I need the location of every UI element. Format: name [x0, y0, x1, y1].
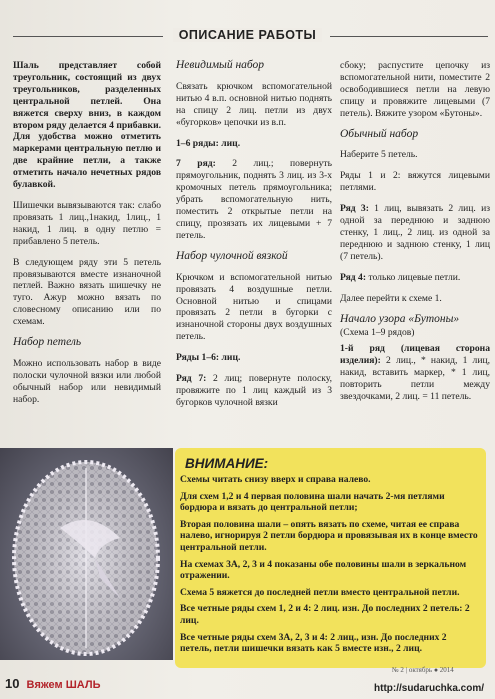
column-2	[176, 60, 332, 418]
row-7-paragraph: 7 ряд: 2 лиц.; повернуть прямоугольник, поднять 3 лиц. из 3-х кромочных петель прямоугольника; убрать вспомогательную нить, поместить 2 открытые петли на спицу, прозязать их лицевыми + 7 петель.	[176, 158, 332, 241]
row-4-paragraph: Ряд 4: только лицевые петли.	[340, 271, 461, 283]
bobble-paragraph: Шишечки вывязываются так: слабо провязать 1 лиц.,1накид, 1лиц., 1 накид, 1 лиц. в одну петлю = прибавлено 5 петель.	[13, 199, 161, 247]
magazine-name: Вяжем ШАЛЬ	[26, 679, 101, 691]
continuation-paragraph: сбоку; распустите цепочку из вспомогательной нити, поместите 2 освободившиеся петли на левую спицу и провяжите лицевыми (7 петель). Вяжите узором «Бутоны».	[340, 60, 490, 119]
attention-item: Схема 5 вяжется до последней петли вместо центральной петли.	[180, 586, 460, 598]
attention-item: Схемы читать снизу вверх и справа налево.	[180, 474, 371, 485]
attention-item: Вторая половина шали – опять вязать по схеме, читая ее справа налево, игнорируя 2 петли бордюра и провязывая их в конце вместо центральной петли.	[180, 518, 478, 553]
shawl-illustration	[0, 448, 173, 660]
cast-on-paragraph: Можно использовать набор в виде полоски чулочной вязки или любой обычный набор или невидимый набор.	[13, 357, 161, 405]
go-to-scheme-text: Далее перейти к схеме 1.	[340, 292, 442, 304]
attention-item: На схемах 3А, 2, 3 и 4 показаны обе половины шали в зеркальном отражении.	[180, 558, 467, 582]
buds-pattern-heading: Начало узора «Бутоны»	[340, 312, 460, 325]
bobble-next-row-paragraph: В следующем ряду эти 5 петель провязываются вместе изнаночной петлей. Важно вязать шишечку не туго. Ажур можно вязать по словесному описанию или по схемам.	[13, 256, 161, 328]
scheme-rows-text: (Схема 1–9 рядов)	[340, 327, 415, 339]
attention-item: Для схем 1,2 и 4 первая половина шали начать 2-мя петлями бордюра и вязать до центральной петли;	[180, 490, 445, 514]
attention-list	[180, 474, 480, 660]
source-url: http://sudaruchka.com/	[374, 683, 485, 694]
intro-paragraph: Шаль представляет собой треугольник, состоящий из двух треугольников, разделенных центральной петлей. Она вяжется сверху вниз, в каждом втором ряду делается 4 прибавки. Для удобства можно отметить маркерами центральную петлю и две крайние петли, а также отметить начало нечетных рядов булавкой.	[13, 60, 161, 191]
attention-item: Все четные ряды схем 3А, 2, 3 и 4: 2 лиц., изн. До последних 2 петель, петли шишечки вязать как 5 вместе изн., 2 лиц.	[180, 631, 447, 655]
stockinette-cast-on-paragraph: Крючком и вспомогательной нитью провязать 4 воздушные петли. Основной нитью и спицами провязать 2 петли в бугорки с изнаночной стороны двух воздушных петель.	[176, 271, 332, 343]
invisible-cast-on-heading: Невидимый набор	[176, 59, 265, 71]
stockinette-cast-on-heading: Набор чулочной вязкой	[176, 249, 288, 262]
row-7-stockinette-paragraph: Ряд 7: 2 лиц; повернуте полоску, провяжите по 1 лиц каждый из 3 бугорков чулочной вязки	[176, 373, 333, 408]
issue-label: № 2 | октябрь ● 2014	[392, 666, 454, 674]
attention-item: Все четные ряды схем 1, 2 и 4: 2 лиц. изн. До последних 2 петель: 2 лиц.	[180, 603, 470, 626]
cast-on-5-text: Наберите 5 петель.	[340, 149, 418, 161]
row-3-paragraph: Ряд 3: 1 лиц, вывязать 2 лиц. из одной за переднюю и заднюю стенку, 1 лиц., 2 лиц. из одной за переднюю и заднюю стенку, 1 лиц (7 петель).	[340, 203, 490, 262]
column-3	[340, 60, 490, 412]
attention-title: ВНИМАНИЕ:	[185, 456, 269, 471]
first-row-paragraph: 1-й ряд (лицевая сторона изделия): 2 лиц., * накид, 1 лиц, накид, вставить маркер, * 1 лиц, повторить петли между звездочками, 2 лиц. = 11 петель.	[340, 343, 490, 402]
rows-1-6-text: 1–6 ряды: лиц.	[176, 137, 241, 149]
cast-on-heading: Набор петель	[13, 336, 82, 349]
shawl-photo	[0, 448, 173, 660]
column-1	[13, 60, 161, 415]
page-number: 10	[5, 676, 20, 691]
regular-cast-on-heading: Обычный набор	[340, 127, 419, 140]
section-title: ОПИСАНИЕ РАБОТЫ	[0, 28, 495, 42]
invisible-cast-on-paragraph: Связать крючком вспомогательной нитью 4 в.п. основной нитью поднять на спицу 2 лиц. петли из двух «бугорков» цепочки из в.п.	[176, 80, 332, 128]
page-footer	[5, 676, 100, 691]
rows-1-2-paragraph: Ряды 1 и 2: вяжутся лицевыми петлями.	[340, 170, 490, 194]
rows-1-6-label: Ряды 1–6: лиц.	[176, 352, 241, 364]
